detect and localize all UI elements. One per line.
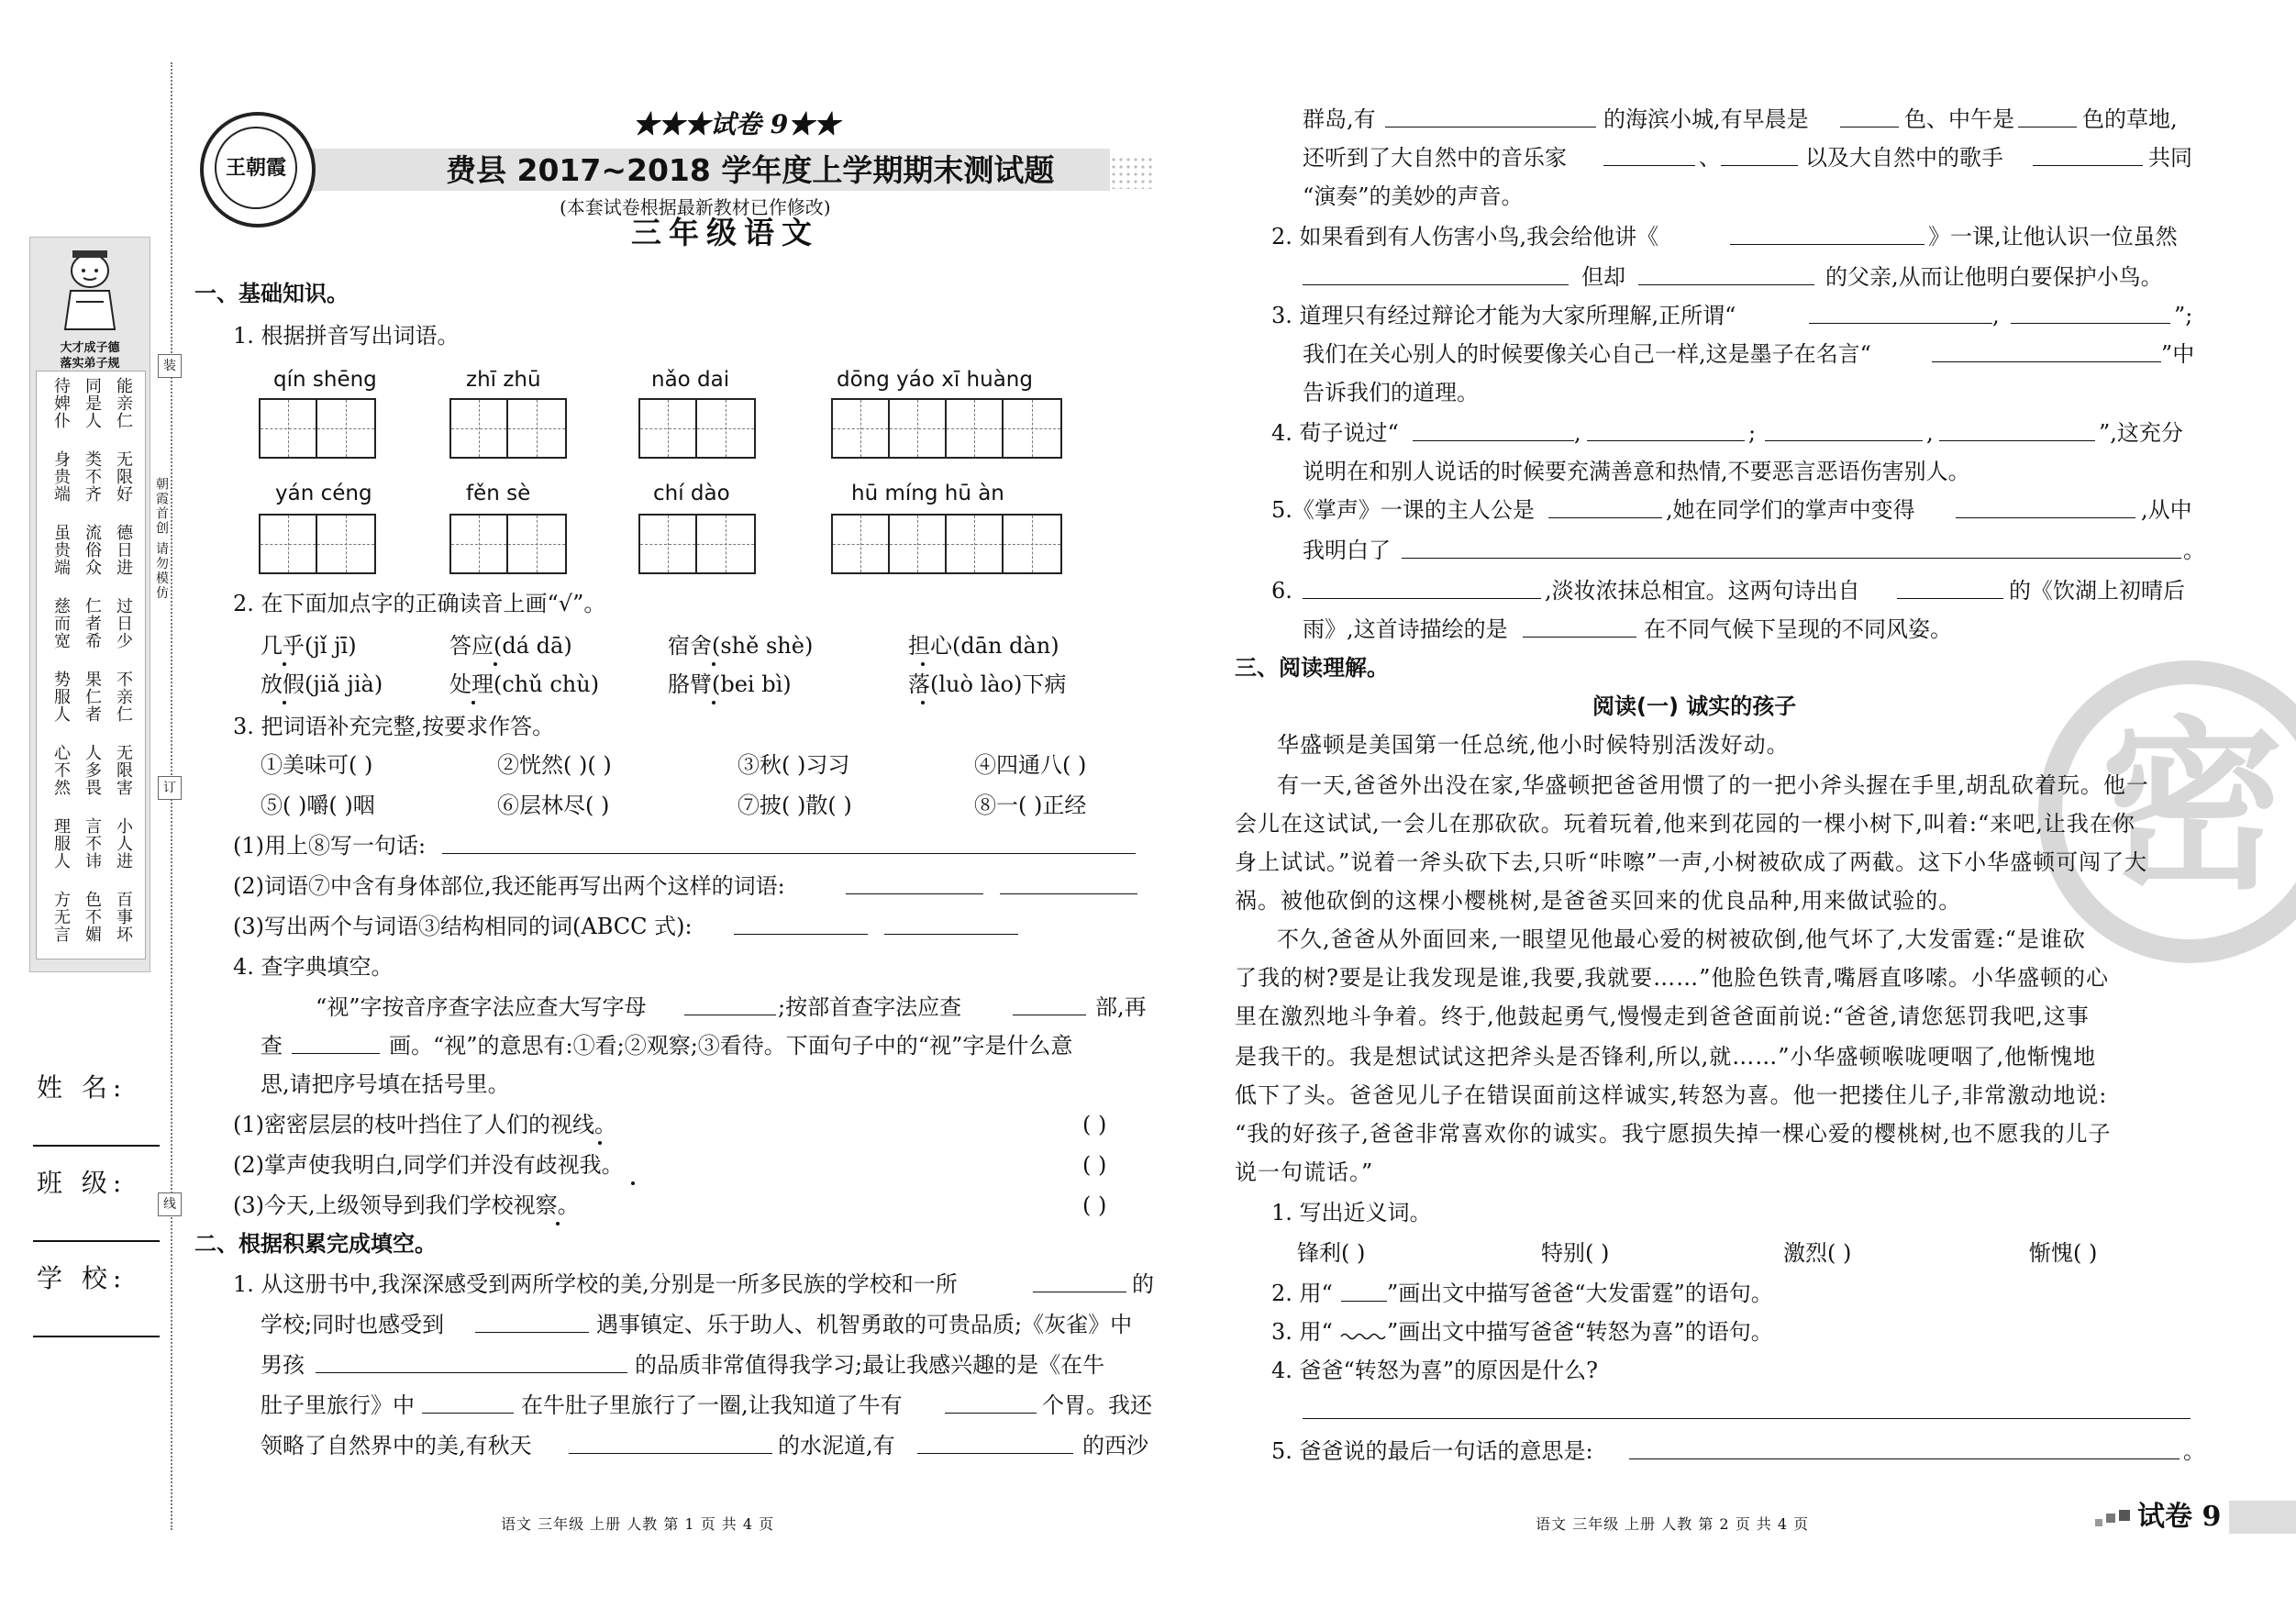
rq1-prompt: 1. 写出近义词。 <box>1271 1200 1432 1225</box>
r-line-9c: ; <box>1748 420 1757 446</box>
q3-sub-3: (3)写出两个与词语③结构相同的词(ABCC 式): <box>233 914 693 939</box>
motto <box>30 340 150 372</box>
answer-line[interactable] <box>1413 440 1574 441</box>
q4-sentence-1: (1)密密层层的枝叶挡住了人们的视线。 <box>233 1112 616 1137</box>
answer-line[interactable] <box>1523 637 1636 638</box>
answer-grid-4[interactable] <box>831 398 1062 459</box>
answer-line[interactable] <box>1402 558 2181 559</box>
answer-line[interactable] <box>292 1053 380 1054</box>
s2-line-2a: 学校;同时也感受到 <box>261 1312 445 1337</box>
passage-p3-l5: 低下了头。爸爸见儿子在错误面前这样诚实,转怒为喜。他一把搂住儿子,非常激动地说: <box>1235 1082 2108 1108</box>
q2-item-7[interactable]: 胳臂(bei bì) <box>668 671 792 697</box>
rule-14: 果仁者 <box>83 671 102 723</box>
rule-22: 百事坏 <box>114 891 133 943</box>
rule-12: 慈而宽 <box>51 597 71 649</box>
answer-line[interactable] <box>2033 165 2143 166</box>
r-line-2b: 、 <box>1699 145 1721 171</box>
rule-18: 心不然 <box>51 744 71 796</box>
answer-grid-6[interactable] <box>449 514 567 574</box>
emphasis-dot <box>712 662 715 666</box>
q4-line-1a: “视”字按音序查字法应查大写字母 <box>316 994 647 1020</box>
r-line-13b: ,淡妆浓抹总相宜。这两句诗出自 <box>1545 578 1860 604</box>
answer-grid-8[interactable] <box>831 514 1062 574</box>
answer-line[interactable] <box>475 1332 589 1333</box>
q3-word-5[interactable]: ⑤( )嚼( )咽 <box>261 793 375 818</box>
q2-item-3[interactable]: 宿舍(shě shè) <box>668 633 814 659</box>
rq3-a: 3. 用“ <box>1271 1319 1333 1345</box>
passage-p3-l1: 不久,爸爸从外面回来,一眼望见他最心爱的树被砍倒,他气坏了,大发雷霆:“是谁砍 <box>1277 926 2086 952</box>
synonym-3[interactable]: 激烈( ) <box>1783 1240 1852 1266</box>
r-line-9d: , <box>1926 420 1934 446</box>
answer-grid-1[interactable] <box>259 398 376 459</box>
synonym-2[interactable]: 特别( ) <box>1541 1240 1610 1266</box>
cartoon-scholar-icon <box>56 245 124 337</box>
pinyin-8: hū míng hū àn <box>851 482 1004 505</box>
r-line-1b: 的海滨小城,有早晨是 <box>1603 106 1809 132</box>
emphasis-dot <box>921 662 925 666</box>
passage-p2-l4: 祸。被他砍倒的这棵小樱桃树,是爸爸买回来的优良品种,用来做试验的。 <box>1235 888 1962 914</box>
pinyin-5: yán céng <box>275 482 372 505</box>
section-3-heading: 三、阅读理解。 <box>1235 655 1389 681</box>
r-line-13a: 6. <box>1271 578 1292 604</box>
subject-title: 三年级语文 <box>631 215 819 250</box>
r-line-5a: 但却 <box>1581 264 1625 290</box>
corner-pattern <box>2095 1510 2132 1528</box>
rule-23: 色不媚 <box>83 891 102 943</box>
rq5-b: 。 <box>2183 1438 2205 1464</box>
s2-line-3b: 的品质非常值得我学习;最让我感兴趣的是《在牛 <box>635 1352 1105 1378</box>
q2-item-6[interactable]: 处理(chǔ chù) <box>449 671 600 697</box>
answer-line[interactable] <box>1809 323 1992 324</box>
rule-16: 无限害 <box>114 744 133 796</box>
answer-line[interactable] <box>917 1453 1073 1454</box>
answer-grid-3[interactable] <box>638 398 756 459</box>
r-line-11c: ,从中 <box>2141 497 2192 523</box>
emphasis-dot <box>598 1141 602 1145</box>
answer-line[interactable] <box>442 853 1136 854</box>
rule-8: 流俗众 <box>83 524 102 576</box>
r-line-2c: 以及大自然中的歌手 <box>1805 145 2003 171</box>
r-line-6b: , <box>1992 303 2000 328</box>
answer-line[interactable] <box>1629 1458 2180 1459</box>
wavy-underline-sample <box>1339 1332 1389 1341</box>
answer-grid-5[interactable] <box>259 514 376 574</box>
answer-line[interactable] <box>2018 127 2077 128</box>
emphasis-dot <box>283 662 286 666</box>
q4-line-1b: ;按部首查字法应查 <box>778 994 962 1020</box>
pinyin-4: dōng yáo xī huàng <box>837 368 1033 392</box>
synonym-1[interactable]: 锋利( ) <box>1297 1240 1366 1266</box>
rule-7: 德日进 <box>114 524 133 576</box>
r-line-6a: 3. 道理只有经过辩论才能为大家所理解,正所谓“ <box>1271 303 1736 328</box>
q4-sentence-2: (2)掌声使我明白,同学们并没有歧视我。 <box>233 1152 624 1178</box>
r-line-1a: 群岛,有 <box>1303 106 1376 132</box>
class-label: 班 级: <box>37 1168 128 1198</box>
q4-answer-3[interactable]: ( ) <box>1082 1192 1107 1218</box>
passage-p1: 华盛顿是美国第一任总统,他小时候特别活泼好动。 <box>1277 732 1790 758</box>
s2-line-2b: 遇事镇定、乐于助人、机智勇敢的可贵品质;《灰雀》中 <box>596 1312 1133 1337</box>
name-field[interactable] <box>33 1145 160 1147</box>
revision-note: (本套试卷根据最新教材已作修改) <box>560 196 831 218</box>
answer-line[interactable] <box>1897 598 2003 599</box>
rule-3: 待婢仆 <box>51 377 71 429</box>
logo-text: 王朝霞 <box>215 127 297 209</box>
school-label: 学 校: <box>37 1263 128 1293</box>
answer-line[interactable] <box>945 1413 1037 1414</box>
answer-line[interactable] <box>316 1372 627 1373</box>
answer-line[interactable] <box>1548 517 1662 518</box>
answer-line[interactable] <box>1385 127 1596 128</box>
rule-20: 言不讳 <box>83 817 102 870</box>
answer-line[interactable] <box>1840 127 1899 128</box>
answer-line[interactable] <box>884 934 1018 935</box>
class-field[interactable] <box>33 1240 160 1242</box>
q3-sub-1: (1)用上⑧写一句话: <box>233 833 427 859</box>
q2-item-8[interactable]: 落(luò lào)下病 <box>908 671 1067 697</box>
s2-line-4a: 肚子里旅行》中 <box>261 1392 415 1418</box>
answer-line[interactable] <box>1603 165 1695 166</box>
emphasis-dot <box>471 701 475 704</box>
rule-6: 身贵端 <box>51 450 71 503</box>
rule-1: 能亲仁 <box>114 377 133 429</box>
q3-word-2[interactable]: ②恍然( )( ) <box>497 752 612 778</box>
answer-line[interactable] <box>1721 165 1798 166</box>
r-line-2a: 还听到了大自然中的音乐家 <box>1303 145 1567 171</box>
page-footer-2: 语文 三年级 上册 人教 第 2 页 共 4 页 <box>1536 1515 1810 1533</box>
q3-sub-2: (2)词语⑦中含有身体部位,我还能再写出两个这样的词语: <box>233 873 785 899</box>
r-line-8: 告诉我们的道理。 <box>1303 380 1479 405</box>
answer-line[interactable] <box>569 1453 772 1454</box>
school-field[interactable] <box>33 1336 160 1337</box>
r-line-4a: 2. 如果看到有人伤害小鸟,我会给他讲《 <box>1271 224 1659 250</box>
page-title: 费县 2017~2018 学年度上学期期末测试题 <box>446 152 1055 188</box>
section-2-heading: 二、根据积累完成填空。 <box>194 1231 437 1257</box>
pinyin-7: chí dào <box>653 482 730 505</box>
emphasis-dot <box>556 1222 560 1225</box>
q3-word-4[interactable]: ④四通八( ) <box>974 752 1087 778</box>
r-line-9a: 4. 荀子说过“ <box>1271 420 1399 446</box>
r-line-7a: 我们在关心别人的时候要像关心自己一样,这是墨子在名言“ <box>1303 341 1871 367</box>
pinyin-3: nǎo dai <box>651 368 730 392</box>
rq3-b: ”画出文中描写爸爸“转怒为喜”的语句。 <box>1387 1319 1773 1345</box>
r-line-10: 说明在和别人说话的时候要充满善意和热情,不要恶言恶语伤害别人。 <box>1303 459 1970 484</box>
answer-line[interactable] <box>1638 284 1814 285</box>
s2-line-4c: 个胃。我还 <box>1042 1392 1152 1418</box>
r-line-11a: 5.《掌声》一课的主人公是 <box>1271 497 1535 523</box>
corner-bar <box>2229 1501 2296 1534</box>
rq2-a: 2. 用“ <box>1271 1281 1333 1306</box>
rule-10: 过日少 <box>114 597 133 649</box>
q3-word-6[interactable]: ⑥层林尽( ) <box>497 793 610 818</box>
passage-p3-l6: “我的好孩子,爸爸非常喜欢你的诚实。我宁愿损失掉一棵心爱的樱桃树,也不愿我的儿子 <box>1235 1121 2112 1147</box>
logo <box>200 112 316 227</box>
name-label: 姓 名: <box>37 1072 128 1103</box>
q4-line-2b: 画。“视”的意思有:①看;②观察;③看待。下面句子中的“视”字是什么意 <box>389 1033 1073 1059</box>
r-line-6c: ”; <box>2174 303 2193 328</box>
passage-p3-l4: 是我干的。我是想试试这把斧头是否锋利,所以,就……”小华盛顿喉咙哽咽了,他惭愧地 <box>1235 1044 2097 1070</box>
emphasis-dot <box>712 701 715 704</box>
rule-15: 势服人 <box>51 671 71 723</box>
s2-line-5c: 的西沙 <box>1082 1433 1148 1458</box>
q4-prompt: 4. 查字典填空。 <box>233 954 394 980</box>
answer-line[interactable] <box>734 934 868 935</box>
sidebar-panel <box>29 237 150 972</box>
answer-line[interactable] <box>1303 284 1569 285</box>
r-line-14b: 在不同气候下呈现的不同风姿。 <box>1644 616 1952 642</box>
answer-grid-7[interactable] <box>638 514 756 574</box>
straight-underline-sample <box>1341 1301 1387 1302</box>
confidential-stamp-char: 密 <box>2101 699 2285 915</box>
fold-note: 朝霞首创 请勿模仿 <box>154 477 169 601</box>
answer-line[interactable] <box>1303 598 1541 599</box>
answer-line[interactable] <box>2011 323 2170 324</box>
q2-prompt: 2. 在下面加点字的正确读音上画“√”。 <box>233 591 606 616</box>
rule-2: 同是人 <box>83 377 102 429</box>
r-line-5b: 的父亲,从而让他明白要保护小鸟。 <box>1825 264 2163 290</box>
rule-9: 虽贵端 <box>51 524 71 576</box>
q4-answer-2[interactable]: ( ) <box>1082 1152 1107 1178</box>
passage-p2-l1: 有一天,爸爸外出没在家,华盛顿把爸爸用惯了的一把小斧头握在手里,胡乱砍着玩。他一 <box>1277 772 2149 798</box>
r-line-4b: 》一课,让他认识一位虽然 <box>1928 224 2178 250</box>
rule-19: 小人进 <box>114 817 133 870</box>
motto-line-1: 大才成子德 <box>60 341 120 355</box>
q4-sentence-3: (3)今天,上级领导到我们学校视察。 <box>233 1192 580 1218</box>
fold-tag-zhuang: 装 <box>158 354 182 378</box>
rule-11: 仁者希 <box>83 597 102 649</box>
s2-line-3a: 男孩 <box>261 1352 305 1378</box>
passage-p3-l2: 了我的树?要是让我发现是谁,我要,我就要……”他脸色铁青,嘴唇直哆嗦。小华盛顿的心 <box>1235 965 2110 991</box>
corner-exam-number: 试卷 9 <box>2137 1501 2222 1533</box>
exam-number-text: 试卷 9 <box>710 109 789 139</box>
answer-line[interactable] <box>1956 517 2135 518</box>
section-1-heading: 一、基础知识。 <box>194 281 349 306</box>
answer-line[interactable] <box>1587 440 1745 441</box>
q3-word-3[interactable]: ③秋( )习习 <box>738 752 850 778</box>
emphasis-dot <box>494 662 497 666</box>
q3-word-8[interactable]: ⑧一( )正经 <box>974 793 1087 818</box>
r-line-1d: 色的草地, <box>2082 106 2178 132</box>
r-line-12b: 。 <box>2183 538 2205 563</box>
q2-item-4[interactable]: 担心(dān dàn) <box>908 633 1059 659</box>
answer-line[interactable] <box>1765 440 1923 441</box>
r-line-11b: ,她在同学们的掌声中变得 <box>1666 497 1915 523</box>
s2-line-1b: 的 <box>1132 1271 1154 1297</box>
rule-5: 类不齐 <box>83 450 102 503</box>
q2-item-1[interactable]: 几乎(jǐ jī) <box>261 633 357 659</box>
q2-item-5[interactable]: 放假(jiǎ jià) <box>261 671 383 697</box>
answer-grid-2[interactable] <box>449 398 567 459</box>
s2-line-5a: 领略了自然界中的美,有秋天 <box>261 1433 532 1458</box>
r-line-13c: 的《饮湖上初晴后 <box>2009 578 2185 604</box>
q1-prompt: 1. 根据拼音写出词语。 <box>233 323 460 349</box>
motto-line-2: 落实弟子规 <box>60 357 120 371</box>
emphasis-dot <box>921 701 925 704</box>
rule-13: 不亲仁 <box>114 671 133 723</box>
answer-line[interactable] <box>1932 361 2161 362</box>
fold-tag-xian: 线 <box>158 1192 182 1216</box>
r-line-12a: 我明白了 <box>1303 538 1391 563</box>
answer-line[interactable] <box>1303 1418 2191 1419</box>
r-line-9b: , <box>1574 420 1581 446</box>
passage-p2-l3: 身上试试。”说着一斧头砍下去,只听“咔嚓”一声,小树被砍成了两截。这下小华盛顿可闯了大 <box>1235 849 2148 875</box>
q4-line-1c: 部,再 <box>1095 994 1147 1020</box>
q2-item-2[interactable]: 答应(dá dā) <box>449 633 572 659</box>
r-line-2d: 共同 <box>2148 145 2192 171</box>
passage-p2-l2: 会儿在这试试,一会儿在那砍砍。玩着玩着,他来到花园的一棵小树下,叫着:“来吧,让我在你 <box>1235 811 2135 837</box>
emphasis-dot <box>283 701 286 704</box>
r-line-3: “演奏”的美妙的声音。 <box>1303 183 1524 209</box>
q4-line-3: 思,请把序号填在括号里。 <box>261 1071 510 1097</box>
rule-4: 无限好 <box>114 450 133 503</box>
s2-line-4b: 在牛肚子里旅行了一圈,让我知道了牛有 <box>521 1392 903 1418</box>
rule-21: 理服人 <box>51 817 71 870</box>
page-footer-1: 语文 三年级 上册 人教 第 1 页 共 4 页 <box>501 1515 775 1533</box>
q3-word-7[interactable]: ⑦披( )散( ) <box>738 793 852 818</box>
q3-word-1[interactable]: ①美味可( ) <box>261 752 373 778</box>
rq5-a: 5. 爸爸说的最后一句话的意思是: <box>1271 1438 1593 1464</box>
passage-p3-l7: 说一句谎话。” <box>1235 1159 1374 1185</box>
q4-answer-1[interactable]: ( ) <box>1082 1112 1107 1137</box>
dizigui-rules <box>36 371 146 959</box>
rule-17: 人多畏 <box>83 744 102 796</box>
s2-line-5b: 的水泥道,有 <box>778 1433 895 1458</box>
reading-title: 阅读(一) 诚实的孩子 <box>1592 693 1797 719</box>
r-line-9e: ”,这充分 <box>2099 420 2183 446</box>
answer-line[interactable] <box>1939 440 2095 441</box>
fold-tag-ding: 订 <box>158 776 182 800</box>
answer-line[interactable] <box>1000 893 1137 894</box>
q3-prompt: 3. 把词语补充完整,按要求作答。 <box>233 714 555 739</box>
rule-24: 方无言 <box>51 891 71 943</box>
pinyin-1: qín shēng <box>273 368 377 392</box>
answer-line[interactable] <box>1730 244 1924 245</box>
q4-line-2a: 查 <box>261 1033 283 1059</box>
pinyin-2: zhī zhū <box>466 368 541 392</box>
synonym-4[interactable]: 惭愧( ) <box>2029 1240 2098 1266</box>
rq2-b: ”画出文中描写爸爸“大发雷霆”的语句。 <box>1387 1281 1773 1306</box>
exam-number: ★★★试卷 9★★ <box>633 109 840 139</box>
rq4-prompt: 4. 爸爸“转怒为喜”的原因是什么? <box>1271 1358 1598 1383</box>
ribbon-pattern <box>1110 156 1156 189</box>
s2-line-1a: 1. 从这册书中,我深深感受到两所学校的美,分别是一所多民族的学校和一所 <box>233 1271 958 1297</box>
answer-line[interactable] <box>846 893 983 894</box>
answer-line[interactable] <box>422 1413 514 1414</box>
r-line-7b: ”中 <box>2161 341 2195 367</box>
r-line-1c: 色、中午是 <box>1904 106 2014 132</box>
passage-p3-l3: 里在激烈地斗争着。终于,他鼓起勇气,慢慢走到爸爸面前说:“爸爸,请您惩罚我吧,这事 <box>1235 1004 2090 1029</box>
emphasis-dot <box>631 1181 635 1185</box>
r-line-14a: 雨》,这首诗描绘的是 <box>1303 616 1508 642</box>
pinyin-6: fěn sè <box>466 482 531 505</box>
